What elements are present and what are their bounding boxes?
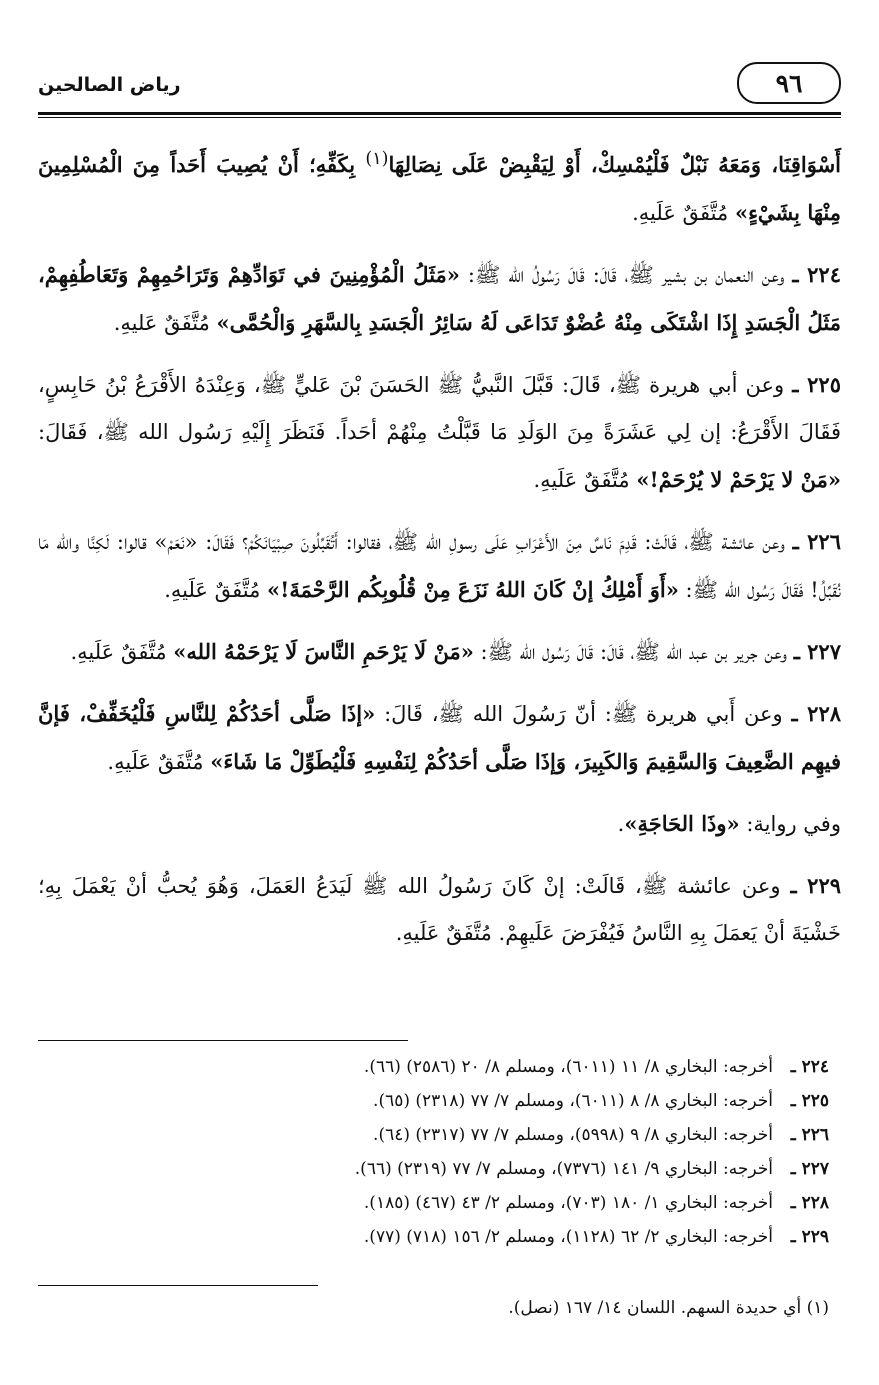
grading: مُتَّفَقٌ عَلَيهِ. [107, 750, 211, 774]
narration-intro: وعن جرير بن عبد الله ﷺ، قَالَ: قَالَ رَسُول الله ﷺ: [473, 640, 794, 664]
hadith-226 [38, 518, 841, 614]
reference-number: ٢٢٩ ـ [790, 1227, 829, 1247]
hadith-number: ٢٢٤ ـ [792, 262, 841, 287]
variant-narration [38, 800, 841, 848]
reference-row [38, 1186, 829, 1220]
reference-text: أخرجه: البخاري ١/ ١٨٠ (٧٠٣)، ومسلم ٢/ ٤٣ (٤٦٧) (١٨٥). [363, 1193, 773, 1213]
reference-text: أخرجه: البخاري ٩/ ١٤١ (٧٣٧٦)، ومسلم ٧/ ٧٧ (٢٣١٩) (٦٦). [354, 1159, 773, 1179]
grading: مُتَّفَقٌ عَلَيهِ. [164, 578, 268, 602]
quote-text: «وذَا الحَاجَةِ» [624, 811, 740, 836]
quote-text: «إذَا صَلَّى أحَدُكُمْ لِلنَّاسِ فَلْيُخَفِّفْ، فَإنَّ فيهِم الضَّعِيفَ وَالسَّقِيمَ وَالكَبِيرَ، وَإذَا صَلَّى أحَدُكُمْ لِنَفْسِهِ فَلْيُطَوِّلْ مَا شَاءَ» [38, 701, 841, 774]
hadith-number: ٢٢٧ ـ [793, 639, 841, 664]
reference-row [38, 1152, 829, 1186]
reference-row [38, 1084, 829, 1118]
paragraph-continuation [38, 136, 841, 237]
narration-intro: وعن عائشة ﷺ، قَالَتْ: إنْ كَانَ رَسُولُ الله ﷺ لَيَدَعُ العَمَلَ، وَهُوَ يُحبُّ أنْ يَعْمَلَ بِهِ؛ خَشْيَةَ أنْ يَعمَلَ بِهِ النَّاسُ فَيُفْرَضَ عَلَيهِمْ. [38, 874, 841, 945]
page-header [38, 58, 841, 110]
quote-text-tail: بِكَفِّهِ؛ أَنْ يُصِيبَ أَحَداً مِنَ الْمُسْلِمِينَ مِنْهَا بِشَيْءٍ» [38, 152, 841, 225]
grading: مُتَّفَقٌ عَليهِ. [113, 311, 217, 335]
hadith-number: ٢٢٦ ـ [792, 529, 841, 554]
reference-row [38, 1220, 829, 1254]
reference-text: أخرجه: البخاري ٨/ ٩ (٥٩٩٨)، ومسلم ٧/ ٧٧ (٢٣١٧) (٦٤). [373, 1125, 773, 1145]
reference-text: أخرجه: البخاري ٨/ ١١ (٦٠١١)، ومسلم ٨/ ٢٠ (٢٥٨٦) (٦٦). [363, 1057, 773, 1077]
grading: مُتَّفَقٌ عَلَيهِ. [632, 201, 735, 225]
header-rule-thick [38, 112, 841, 115]
hadith-227 [38, 628, 841, 676]
quote-text: «مَنْ لا يَرْحَمْ لا يُرْحَمْ!» [636, 467, 841, 492]
reference-number: ٢٢٨ ـ [790, 1193, 829, 1213]
reference-row [38, 1050, 829, 1084]
header-rule-thin [38, 117, 841, 118]
quote-text: «مَثَلُ الْمُؤْمِنِينَ في تَوَادِّهِمْ وَتَرَاحُمِهِمْ وَتَعَاطُفِهِمْ، مَثَلُ الْجَسَدِ إِذَا اشْتَكَى مِنْهُ عُضْوٌ تَدَاعَى لَهُ سَائِرُ الْجَسَدِ بِالسَّهَرِ وَالْحُمَّى» [38, 262, 841, 335]
reference-text: أخرجه: البخاري ٢/ ٦٢ (١١٢٨)، ومسلم ٢/ ١٥٦ (٧١٨) (٧٧). [363, 1227, 773, 1247]
hadith-number: ٢٢٥ ـ [792, 372, 841, 397]
grading: مُتَّفَقٌ عَلَيهِ. [533, 468, 637, 492]
quote-text: أَسْوَاقِنَا، وَمَعَهُ نَبْلٌ فَلْيُمْسِكْ، أَوْ لِيَقْبِضْ عَلَى نِصَالِهَا [388, 152, 841, 177]
quote-text: «أَوَ أَمْلِكُ إنْ كَانَ اللهُ نَزَعَ مِنْ قُلُوبِكُم الرَّحْمَةَ!» [267, 577, 679, 602]
reference-number: ٢٢٤ ـ [790, 1057, 829, 1077]
narration-intro: وعن أَبي هريرة ﷺ: أنّ رَسُولَ الله ﷺ، قَالَ: [375, 702, 792, 726]
references-divider [38, 1040, 408, 1041]
reference-number: ٢٢٧ ـ [790, 1159, 829, 1179]
reference-text: أخرجه: البخاري ٨/ ٨ (٦٠١١)، ومسلم ٧/ ٧٧ (٢٣١٨) (٦٥). [373, 1091, 773, 1111]
hadith-number: ٢٢٨ ـ [791, 701, 842, 726]
hadith-number: ٢٢٩ ـ [790, 873, 842, 898]
footnote-divider [38, 1285, 318, 1286]
main-text [38, 136, 841, 971]
period: . [617, 812, 625, 836]
book-title: رياض الصالحين [38, 74, 181, 96]
narration-intro: وعن أبي هريرة ﷺ، قَالَ: قَبَّلَ النَّبيُّ ﷺ الحَسَنَ بْنَ عَليٍّ ﷺ، وَعِنْدَهُ الأَقْرَعُ بْنُ حَابِسٍ، فَقَالَ الأَقْرَعُ: إن لِي عَشَرَةً مِنَ الوَلَدِ مَا قَبَّلْتُ مِنْهُمْ أحَداً. فَنَظَرَ إِلَيْهِ رَسُول الله ﷺ، فَقَالَ: [38, 373, 841, 444]
references-list [38, 1050, 829, 1254]
grading: مُتَّفَقٌ عَلَيهِ. [395, 921, 499, 945]
narration-intro: وعن عائشة ﷺ، قَالَتْ: قَدِمَ نَاسٌ مِنَ الأَعْرَابِ عَلَى رسولِ الله ﷺ، فقالوا: أَتُقَبِّلُونَ صِبْيَانَكُمْ؟ فَقَالَ: «نَعَمْ» قالوا: لَكِنَّا والله مَا نُقَبِّلُ! فَقَالَ رَسُول الله ﷺ: [38, 530, 841, 602]
page-number: ٩٦ [737, 62, 841, 104]
narration-intro: وفي رواية: [739, 812, 841, 836]
reference-number: ٢٢٥ ـ [790, 1091, 829, 1111]
footnote: (١) أي حديدة السهم. اللسان ١٤/ ١٦٧ (نصل). [508, 1298, 829, 1318]
hadith-225 [38, 361, 841, 504]
hadith-228 [38, 690, 841, 786]
hadith-224 [38, 251, 841, 347]
narration-intro: وعن النعمان بن بشير ﷺ، قَالَ: قَالَ رَسُولُ الله ﷺ: [459, 263, 793, 287]
hadith-229 [38, 862, 841, 957]
footnote-marker: (١) [365, 149, 389, 169]
quote-text: «مَنْ لَا يَرْحَمِ النَّاسَ لَا يَرْحَمْهُ الله» [173, 639, 474, 664]
grading: مُتَّفَقٌ عَلَيهِ. [70, 640, 174, 664]
reference-row [38, 1118, 829, 1152]
reference-number: ٢٢٦ ـ [790, 1125, 829, 1145]
